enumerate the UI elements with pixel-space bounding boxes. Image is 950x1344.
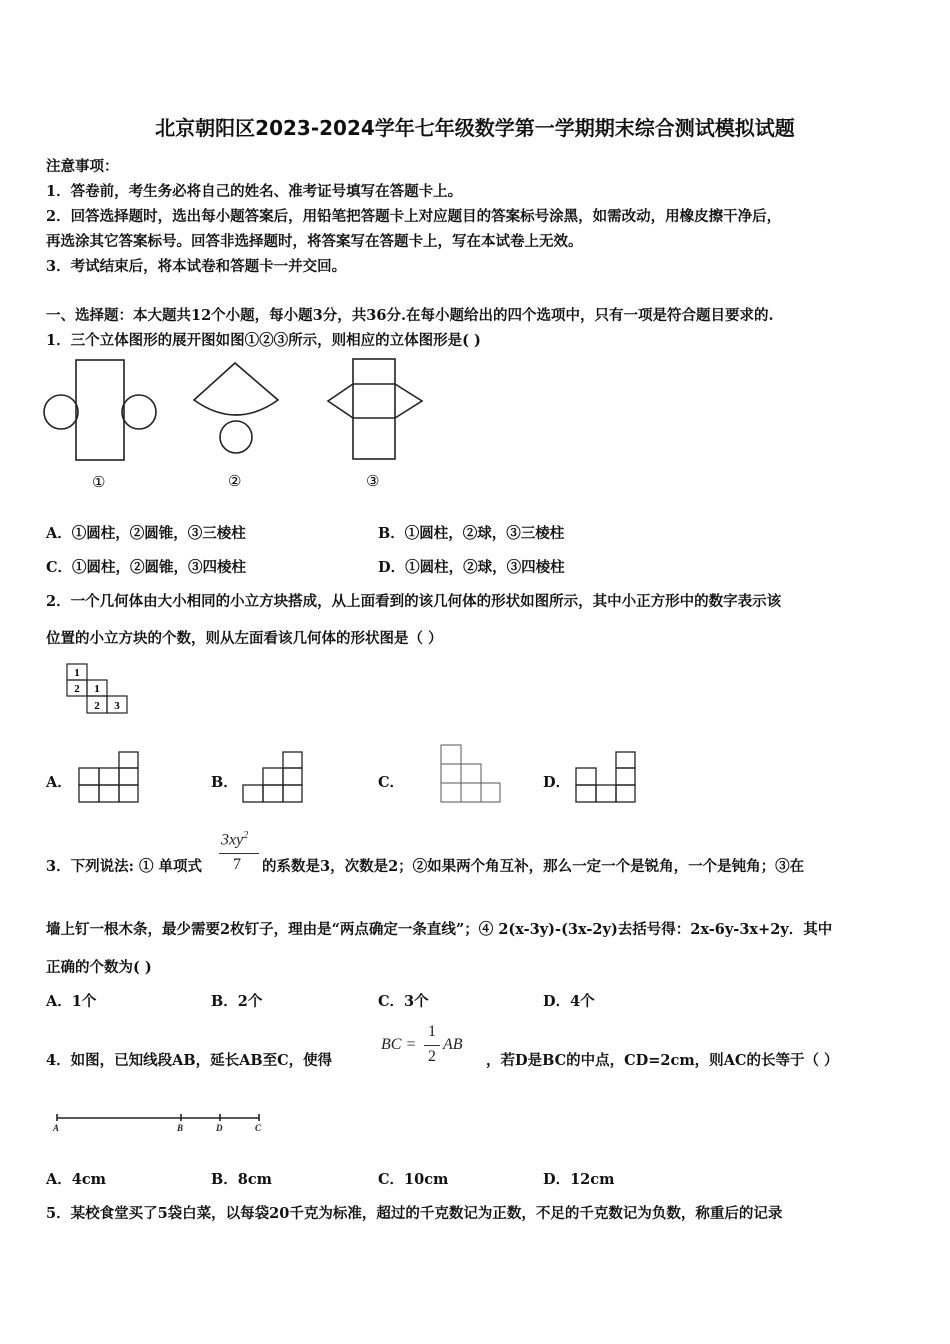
- cylinder-net: [44, 360, 156, 460]
- section-heading: 一、选择题：本大题共12个小题，每小题3分，共36分.在每小题给出的四个选项中，只有一项是符合题目要求的.: [46, 307, 774, 324]
- q5-stem: 5．某校食堂买了5袋白菜，以每袋20千克为标准，超过的千克数记为正数，不足的千克数记为负数，称重后的记录: [46, 1205, 783, 1222]
- q2-option-b-figure[interactable]: [242, 751, 304, 803]
- q2-option-a-figure[interactable]: [78, 751, 140, 803]
- q3-option-b[interactable]: B．2个: [211, 993, 263, 1010]
- notice-item-1: 1．答卷前，考生务必将自己的姓名、准考证号填写在答题卡上。: [46, 183, 463, 200]
- point-label-c: C: [255, 1123, 262, 1133]
- q4-formula-denominator: 2: [428, 1048, 436, 1065]
- q2-option-c-figure[interactable]: [440, 744, 502, 804]
- q4-formula-right: AB: [443, 1036, 463, 1053]
- q1-net-figures: [40, 355, 430, 500]
- notice-item-3: 3．考试结束后，将本试卷和答题卡一并交回。: [46, 258, 347, 275]
- q4-stem-prefix: 4．如图，已知线段AB，延长AB至C，使得: [46, 1052, 333, 1069]
- q4-option-c[interactable]: C．10cm: [378, 1171, 449, 1188]
- q2-option-a[interactable]: A．: [46, 774, 72, 791]
- notice-heading: 注意事项：: [46, 158, 119, 175]
- grid-number: 1: [74, 667, 80, 679]
- q4-option-a[interactable]: A．4cm: [46, 1171, 107, 1188]
- q2-option-c[interactable]: C．: [378, 774, 405, 791]
- grid-number: 1: [94, 683, 100, 695]
- q3-stem-line3: 正确的个数为( ): [46, 959, 152, 976]
- grid-number: 2: [94, 700, 100, 712]
- grid-number: 2: [74, 683, 80, 695]
- prism-net: [328, 359, 422, 459]
- q3-option-a[interactable]: A．1个: [46, 993, 97, 1010]
- q1-option-a[interactable]: A．①圆柱，②圆锥，③三棱柱: [46, 525, 246, 542]
- q1-option-c[interactable]: C．①圆柱，②圆锥，③四棱柱: [46, 559, 247, 576]
- notice-item-2-cont: 再选涂其它答案标号。回答非选择题时，将答案写在答题卡上，写在本试卷上无效。: [46, 233, 583, 250]
- grid-number: 3: [114, 700, 120, 712]
- q1-option-b[interactable]: B．①圆柱，②球，③三棱柱: [378, 525, 565, 542]
- q2-stem-line1: 2．一个几何体由大小相同的小立方块搭成，从上面看到的该几何体的形状如图所示，其中小正方形中的数字表示该: [46, 593, 782, 610]
- q3-fraction-numerator: $3xy^2$: [221, 830, 249, 849]
- q3-fraction-denominator: 7: [233, 856, 241, 873]
- fig-label-1: ①: [92, 475, 106, 491]
- notice-item-2: 2．回答选择题时，选出每小题答案后，用铅笔把答题卡上对应题目的答案标号涂黑，如需改动，用橡皮擦干净后，: [46, 208, 782, 225]
- q3-option-d[interactable]: D．4个: [543, 993, 595, 1010]
- q2-option-b[interactable]: B．: [211, 774, 238, 791]
- fig-label-2: ②: [228, 474, 242, 490]
- q2-option-d[interactable]: D．: [543, 774, 571, 791]
- q3-fraction-bar: [219, 853, 259, 854]
- q2-stem-line2: 位置的小立方块的个数，则从左面看该几何体的形状图是（ ）: [46, 630, 443, 647]
- q4-stem-suffix: ，若D是BC的中点，CD=2cm，则AC的长等于（ ）: [486, 1052, 839, 1069]
- q3-stem-prefix: 3．下列说法: ① 单项式: [46, 858, 203, 875]
- q4-option-d[interactable]: D．12cm: [543, 1171, 615, 1188]
- q4-option-b[interactable]: B．8cm: [211, 1171, 273, 1188]
- point-label-a: A: [53, 1123, 60, 1133]
- q3-stem-suffix: 的系数是3，次数是2；②如果两个角互补，那么一定一个是锐角，一个是钝角；③在: [262, 858, 805, 875]
- q3-option-c[interactable]: C．3个: [378, 993, 429, 1010]
- q4-formula-left: BC =: [381, 1036, 417, 1053]
- q2-option-d-figure[interactable]: [575, 751, 637, 803]
- q2-top-view-grid: [64, 663, 130, 717]
- page-title: 北京朝阳区2023-2024学年七年级数学第一学期期末综合测试模拟试题: [155, 116, 795, 140]
- point-label-d: D: [216, 1123, 223, 1133]
- q1-option-d[interactable]: D．①圆柱，②球，③四棱柱: [378, 559, 565, 576]
- q1-stem: 1．三个立体图形的展开图如图①②③所示，则相应的立体图形是( ): [46, 332, 481, 349]
- fig-label-3: ③: [366, 474, 380, 490]
- q3-stem-line2: 墙上钉一根木条，最少需要2枚钉子，理由是“两点确定一条直线”；④ 2(x-3y)-(3x-2y)去括号得：2x-6y-3x+2y．其中: [46, 921, 833, 938]
- q4-formula-numerator: 1: [428, 1023, 436, 1040]
- q4-formula-bar: [424, 1045, 440, 1046]
- cone-net: [194, 363, 278, 453]
- point-label-b: B: [177, 1123, 184, 1133]
- q4-segment-figure: [50, 1110, 270, 1134]
